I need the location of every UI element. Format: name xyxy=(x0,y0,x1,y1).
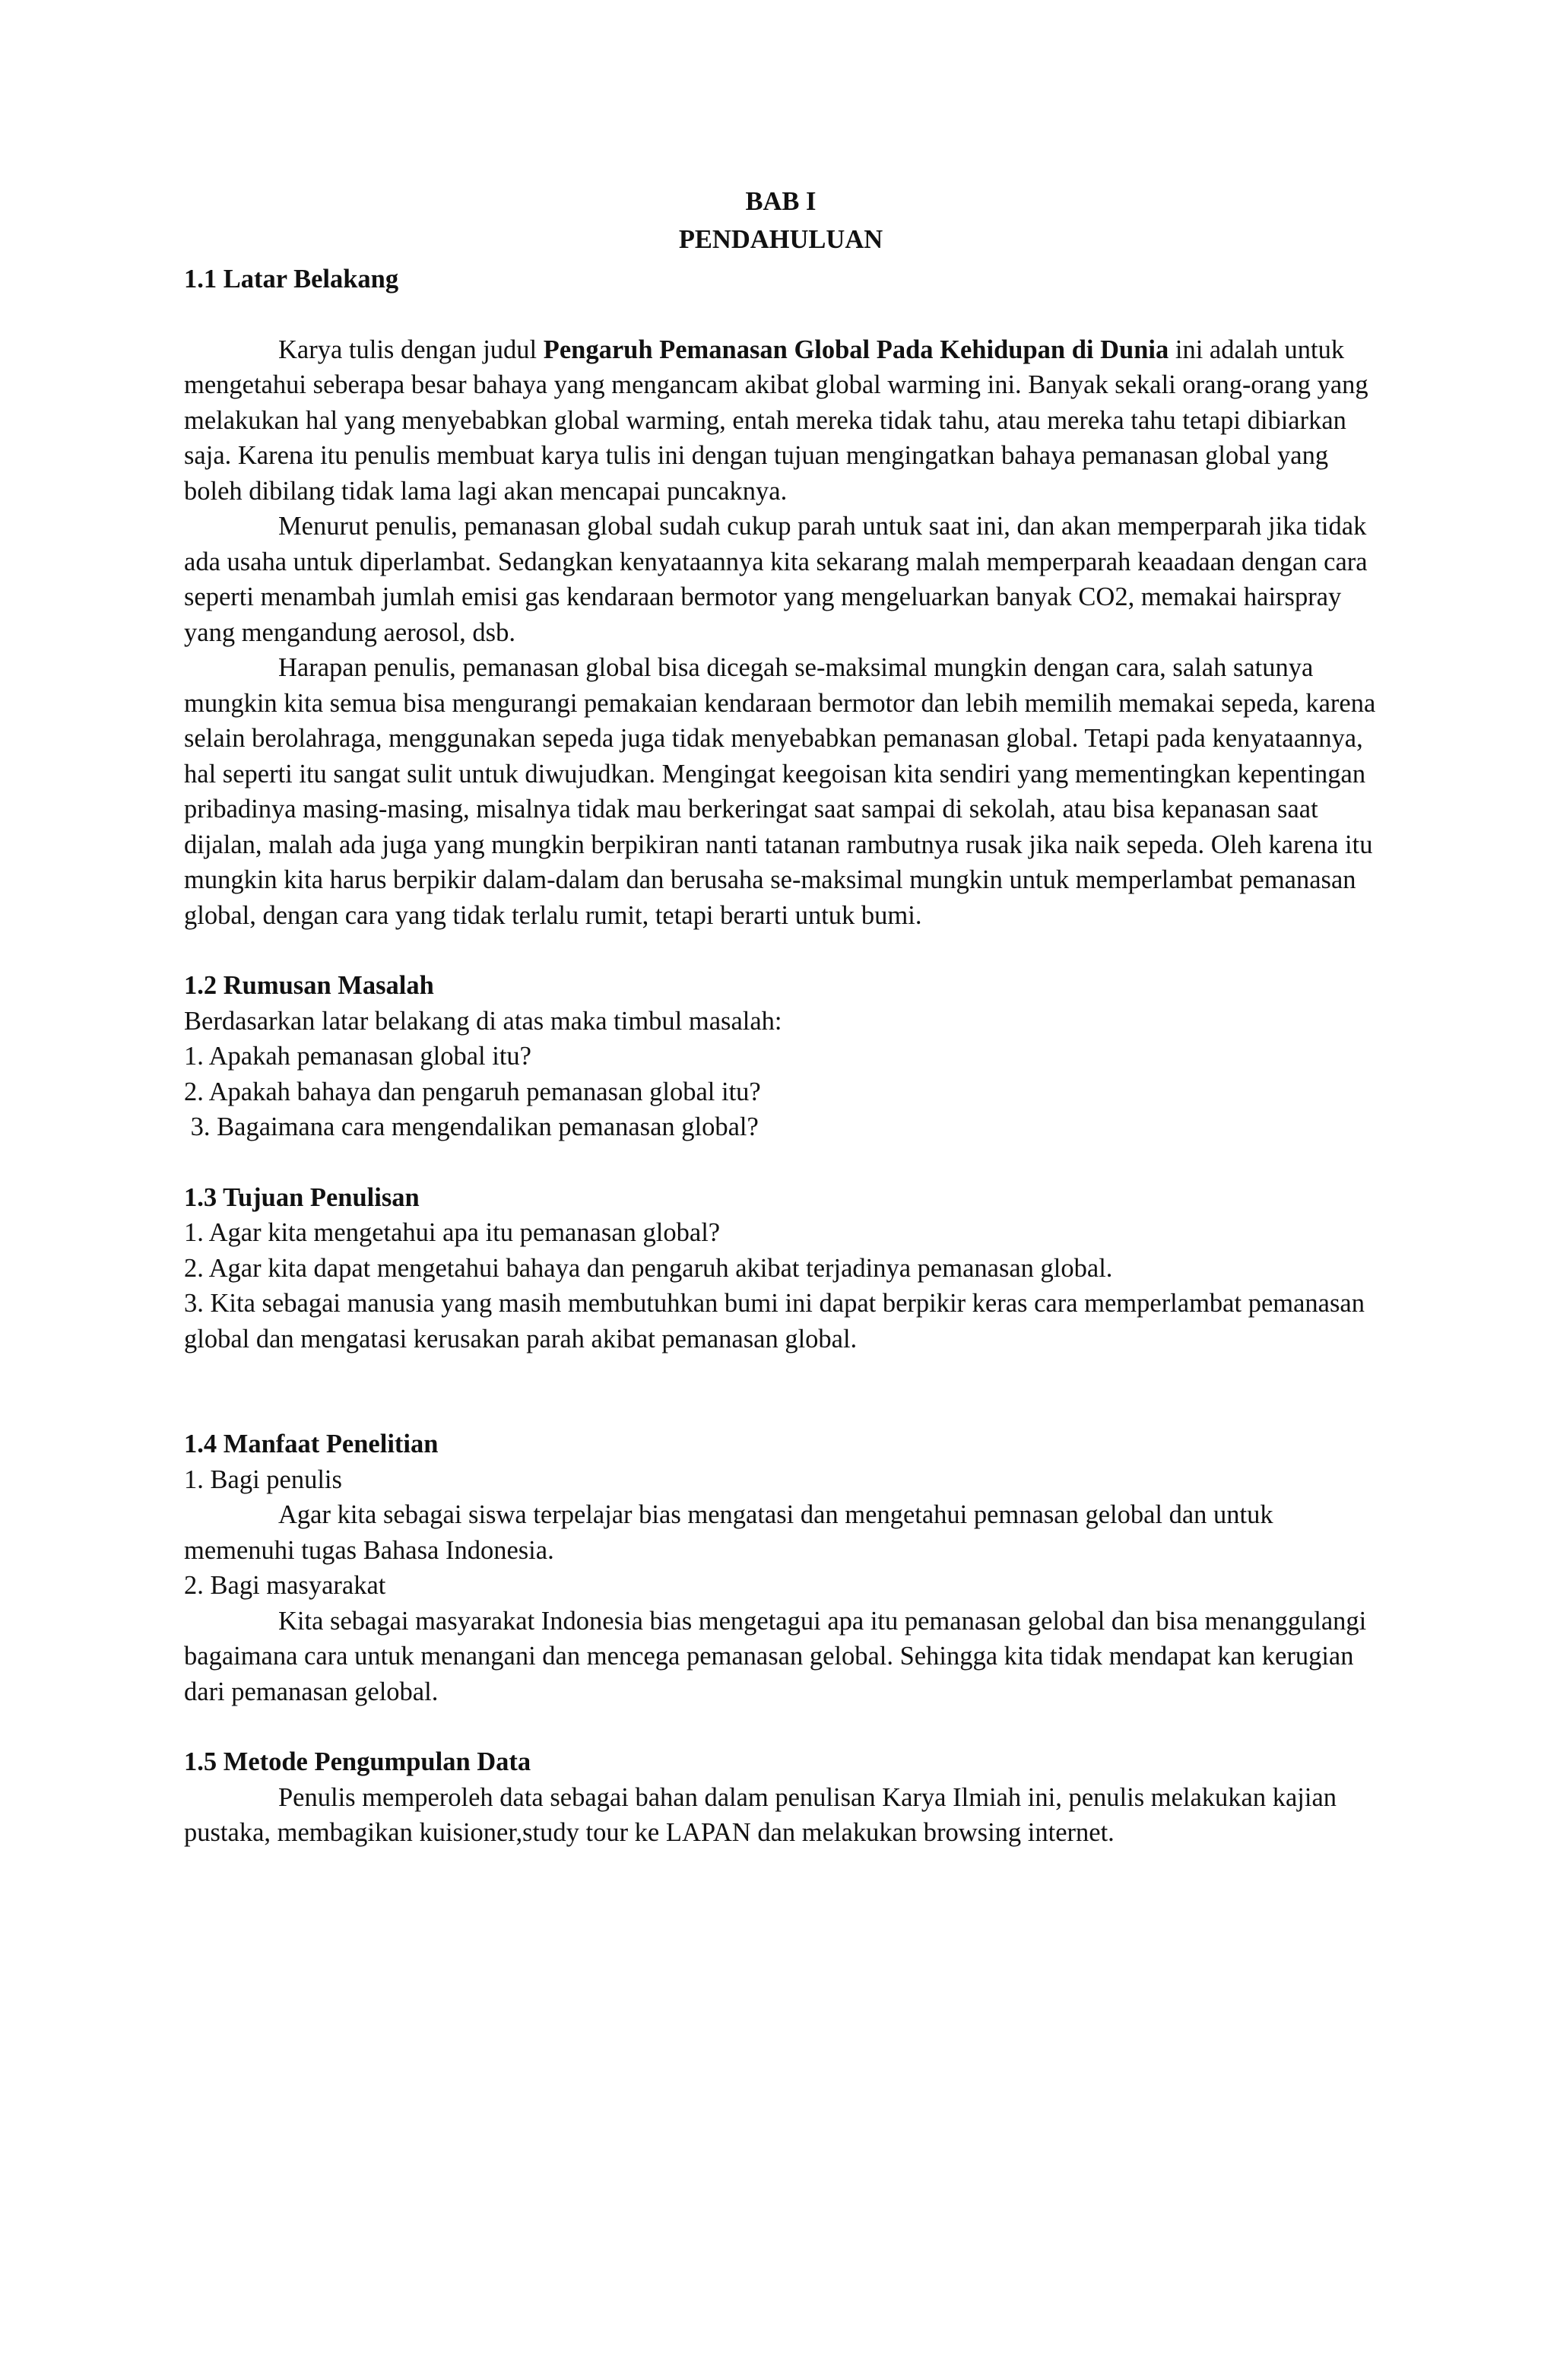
list-item: 2. Apakah bahaya dan pengaruh pemanasan global itu? xyxy=(184,1077,761,1106)
paragraph-text: ini adalah untuk mengetahui seberapa besar bahaya yang mengancam akibat global warming ini. Banyak sekali orang-orang yang melakukan hal yang menyebabkan global warming, entah mereka tidak tahu, atau mereka tahu tetapi dibiarkan saja. Karena itu penulis membuat karya tulis ini dengan tujuan mengingatkan bahaya pemanasan global yang boleh dibilang tidak lama lagi akan mencapai puncaknya. xyxy=(184,335,1368,506)
section-heading-tujuan-penulisan: 1.3 Tujuan Penulisan xyxy=(184,1182,420,1212)
list-item: 2. Agar kita dapat mengetahui bahaya dan pengaruh akibat terjadinya pemanasan global. xyxy=(184,1253,1113,1283)
chapter-number: BAB I xyxy=(745,187,817,216)
list-item: 3. Kita sebagai manusia yang masih membutuhkan bumi ini dapat berpikir keras cara memperlambat pemanasan global dan mengatasi kerusakan parah akibat pemanasan global. xyxy=(184,1289,1365,1353)
document-page xyxy=(184,182,1378,1851)
list-item: 1. Agar kita mengetahui apa itu pemanasan global? xyxy=(184,1218,721,1247)
paragraph-text: Karya tulis dengan judul xyxy=(278,335,544,364)
rumusan-intro: Berdasarkan latar belakang di atas maka timbul masalah: xyxy=(184,1006,782,1036)
paragraph-bagi-masyarakat: Kita sebagai masyarakat Indonesia bias mengetagui apa itu pemanasan gelobal dan bisa menanggulangi bagaimana cara untuk menangani dan mencega pemanasan gelobal. Sehingga kita tidak mendapat kan kerugian dari pemanasan gelobal. xyxy=(184,1606,1367,1706)
section-heading-manfaat-penelitian: 1.4 Manfaat Penelitian xyxy=(184,1430,439,1458)
paragraph-latar-belakang-3: Harapan penulis, pemanasan global bisa dicegah se-maksimal mungkin dengan cara, salah satunya mungkin kita semua bisa mengurangi pemakaian kendaraan bermotor dan lebih memilih memakai sepeda, karena selain berolahraga, menggunakan sepeda juga tidak menyebabkan pemanasan global. Tetapi pada kenyataannya, hal seperti itu sangat sulit untuk diwujudkan. Mengingat keegoisan kita sendiri yang mementingkan kepentingan pribadinya masing-masing, misalnya tidak mau berkeringat saat sampai di sekolah, atau bisa kepanasan saat dijalan, malah ada juga yang mungkin berpikiran nanti tatanan rambutnya rusak jika naik sepeda. Oleh karena itu mungkin kita harus berpikir dalam-dalam dan berusaha se-maksimal mungkin untuk memperlambat pemanasan global, dengan cara yang tidak terlalu rumit, tetapi berarti untuk bumi. xyxy=(184,653,1376,930)
sub-label-bagi-penulis: 1. Bagi penulis xyxy=(184,1464,342,1494)
list-item: 1. Apakah pemanasan global itu? xyxy=(184,1042,531,1071)
chapter-title: PENDAHULUAN xyxy=(678,225,883,254)
paragraph-metode: Penulis memperoleh data sebagai bahan dalam penulisan Karya Ilmiah ini, penulis melakukan kajian pustaka, membagikan kuisioner,study tour ke LAPAN dan melakukan browsing internet. xyxy=(184,1782,1337,1847)
section-heading-rumusan-masalah: 1.2 Rumusan Masalah xyxy=(184,971,434,1000)
title-of-work: Pengaruh Pemanasan Global Pada Kehidupan di Dunia xyxy=(543,335,1169,364)
paragraph-latar-belakang-2: Menurut penulis, pemanasan global sudah cukup parah untuk saat ini, dan akan memperparah jika tidak ada usaha untuk diperlambat. Sedangkan kenyataannya kita sekarang malah memperparah keaadaan dengan cara seperti menambah jumlah emisi gas kendaraan bermotor yang mengeluarkan banyak CO2, memakai hairspray yang mengandung aerosol, dsb. xyxy=(184,512,1368,647)
paragraph-latar-belakang-1 xyxy=(184,332,1378,509)
section-heading-metode-pengumpulan-data: 1.5 Metode Pengumpulan Data xyxy=(184,1747,531,1776)
sub-label-bagi-masyarakat: 2. Bagi masyarakat xyxy=(184,1571,386,1600)
list-item: 3. Bagaimana cara mengendalikan pemanasan global? xyxy=(184,1112,759,1141)
section-heading-latar-belakang: 1.1 Latar Belakang xyxy=(184,265,399,294)
paragraph-bagi-penulis: Agar kita sebagai siswa terpelajar bias mengatasi dan mengetahui pemnasan gelobal dan untuk memenuhi tugas Bahasa Indonesia. xyxy=(184,1500,1273,1565)
